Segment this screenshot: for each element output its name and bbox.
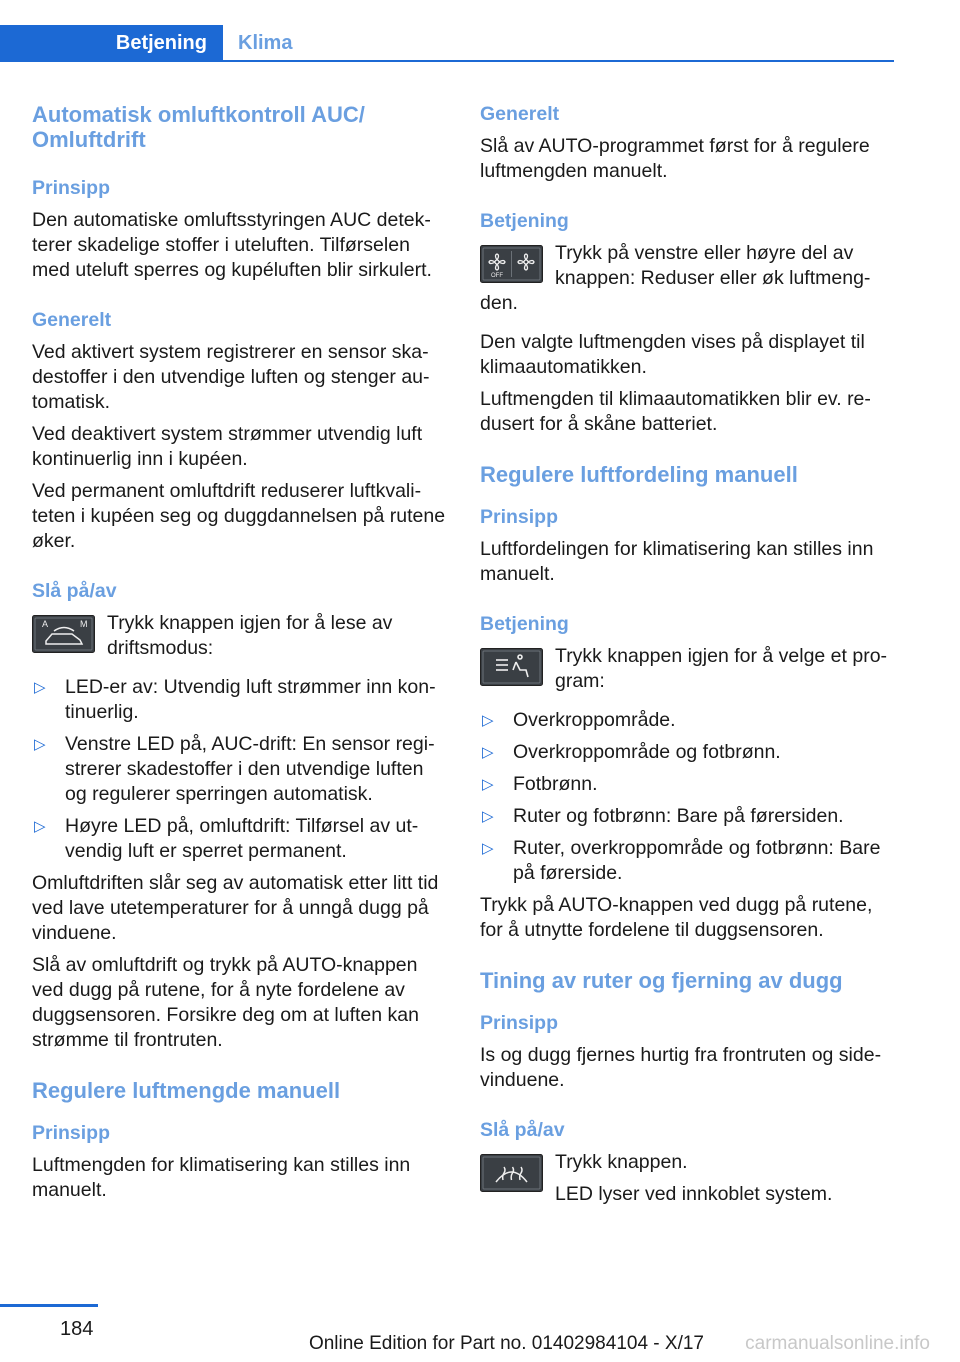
triangle-bullet-icon: ▷ [482, 840, 494, 857]
svg-text:A: A [42, 619, 49, 629]
triangle-bullet-icon: ▷ [482, 808, 494, 825]
list-item: ▷ Ruter, overkroppområde og fotbrønn: Bare på førerside. [482, 837, 881, 884]
list-item: ▷ Fotbrønn. [482, 773, 598, 795]
triangle-bullet-icon: ▷ [482, 776, 494, 793]
subheading-betjening: Betjening [480, 210, 569, 232]
distribution-program-list [480, 708, 896, 886]
list-item: ▷ Overkroppområde og fotbrønn. [482, 741, 781, 763]
page-number: 184 [60, 1318, 94, 1340]
operation-auc-text: Trykk knappen igjen for å lese av driftsmodus: [107, 612, 393, 659]
operation-fan [480, 241, 896, 316]
heading-luftmengde: Regulere luftmengde manuell [32, 1078, 341, 1103]
triangle-bullet-icon: ▷ [34, 818, 46, 835]
subheading-mengde-prinsipp: Prinsipp [32, 1122, 111, 1144]
auc-recirculation-button-icon [32, 615, 95, 653]
subheading-slaa-paa-av: Slå på/av [32, 580, 117, 602]
subheading-fordeling-prinsipp: Prinsipp [480, 506, 559, 528]
defrost-button-icon [480, 1154, 543, 1192]
watermark: carmanualsonline.info [745, 1333, 930, 1354]
list-item: ▷ Høyre LED på, omluftdrift: Tilførsel av utvendig luft er sperret permanent. [34, 815, 419, 862]
list-item: ▷ Ruter og fotbrønn: Bare på førersiden. [482, 805, 844, 827]
svg-text:OFF: OFF [491, 273, 503, 279]
operation-distribution [480, 644, 896, 694]
heading-luftfordeling: Regulere luftfordeling manuell [480, 462, 798, 487]
paragraph-redusert: Luftmengden til klimaautomatikken blir ev. redusert for å skåne batteriet. [480, 388, 871, 435]
paragraph-prinsipp: Den automatiske omluftsstyringen AUC detekterer skadelige stoffer i uteluften. Tilførselen med uteluft sperres og kupéluften blir sirkulert. [32, 209, 432, 281]
operation-distribution-text: Trykk knappen igjen for å velge et program: [555, 645, 888, 692]
triangle-bullet-icon: ▷ [482, 712, 494, 729]
air-distribution-button-icon [480, 648, 543, 686]
subheading-fordeling-betjening: Betjening [480, 613, 569, 635]
paragraph-generelt-1: Ved aktivert system registrerer en sensor skadestoffer i den utvendige luften og stenger automatisk. [32, 341, 430, 413]
tab-betjening[interactable]: Betjening [0, 25, 223, 62]
subheading-tining-slaa: Slå på/av [480, 1119, 565, 1141]
operation-defrost-text-1: Trykk knappen. [555, 1151, 688, 1173]
paragraph-generelt-3: Ved permanent omluftdrift reduserer luftkvaliteten i kupéen seg og duggdannelsen på rutene øker. [32, 480, 446, 552]
list-item: ▷ Overkroppområde. [482, 709, 676, 731]
auc-mode-list [32, 675, 448, 864]
paragraph-omluft-2: Slå av omluftdrift og trykk på AUTO-knappen ved dugg på rutene, for å nyte fordelene av duggsensoren. Forsikre deg om at luften kan strømme til frontruten. [32, 954, 419, 1051]
operation-defrost [480, 1150, 896, 1207]
subheading-tining-prinsipp: Prinsipp [480, 1012, 559, 1034]
footer-rule [0, 1304, 98, 1307]
subheading-generelt: Generelt [32, 309, 112, 331]
paragraph-omluft-1: Omluftdriften slår seg av automatisk etter litt tid ved lave utetemperaturer for å unngå dugg på vinduene. [32, 872, 439, 944]
svg-text:M: M [80, 619, 88, 629]
subheading-generelt-right: Generelt [480, 103, 560, 125]
subheading-prinsipp: Prinsipp [32, 177, 111, 199]
edition-text: Online Edition for Part no. 01402984104 - X/17 [308, 1333, 704, 1354]
heading-auc: Automatisk omluftkontroll AUC/ Omluftdrift [32, 102, 365, 152]
paragraph-generelt-right: Slå av AUTO-programmet først for å regulere luftmengden manuelt. [480, 135, 870, 182]
paragraph-tining-prinsipp: Is og dugg fjernes hurtig fra frontruten og sidevinduene. [480, 1044, 882, 1091]
tab-klima[interactable]: Klima [238, 32, 293, 54]
triangle-bullet-icon: ▷ [482, 744, 494, 761]
paragraph-mengde-prinsipp: Luftmengden for klimatisering kan stilles inn manuelt. [32, 1154, 411, 1201]
triangle-bullet-icon: ▷ [34, 736, 46, 753]
left-column [32, 102, 448, 1210]
triangle-bullet-icon: ▷ [34, 679, 46, 696]
right-column [480, 102, 896, 1221]
paragraph-fordeling-prinsipp: Luftfordelingen for klimatisering kan stilles inn manuelt. [480, 538, 874, 585]
fan-speed-button-icon [480, 245, 543, 283]
list-item: ▷ Venstre LED på, AUC-drift: En sensor registrerer skadestoffer i den utvendige luften og regulerer sperringen automatisk. [34, 733, 435, 805]
operation-fan-text: Trykk på venstre eller høyre del av knappen: Reduser eller øk luftmengden. [480, 242, 871, 314]
list-item: ▷ LED-er av: Utvendig luft strømmer inn kontinuerlig. [34, 676, 436, 723]
paragraph-auto: Trykk på AUTO-knappen ved dugg på rutene, for å utnytte fordelene til duggsensoren. [480, 894, 873, 941]
paragraph-generelt-2: Ved deaktivert system strømmer utvendig luft kontinuerlig inn i kupéen. [32, 423, 423, 470]
header-bar [0, 25, 894, 62]
operation-auc [32, 611, 448, 661]
paragraph-vises: Den valgte luftmengden vises på displayet til klimaautomatikken. [480, 331, 865, 378]
header-rule [0, 60, 894, 62]
operation-defrost-text-2: LED lyser ved innkoblet system. [555, 1183, 833, 1205]
heading-tining: Tining av ruter og fjerning av dugg [480, 968, 843, 993]
